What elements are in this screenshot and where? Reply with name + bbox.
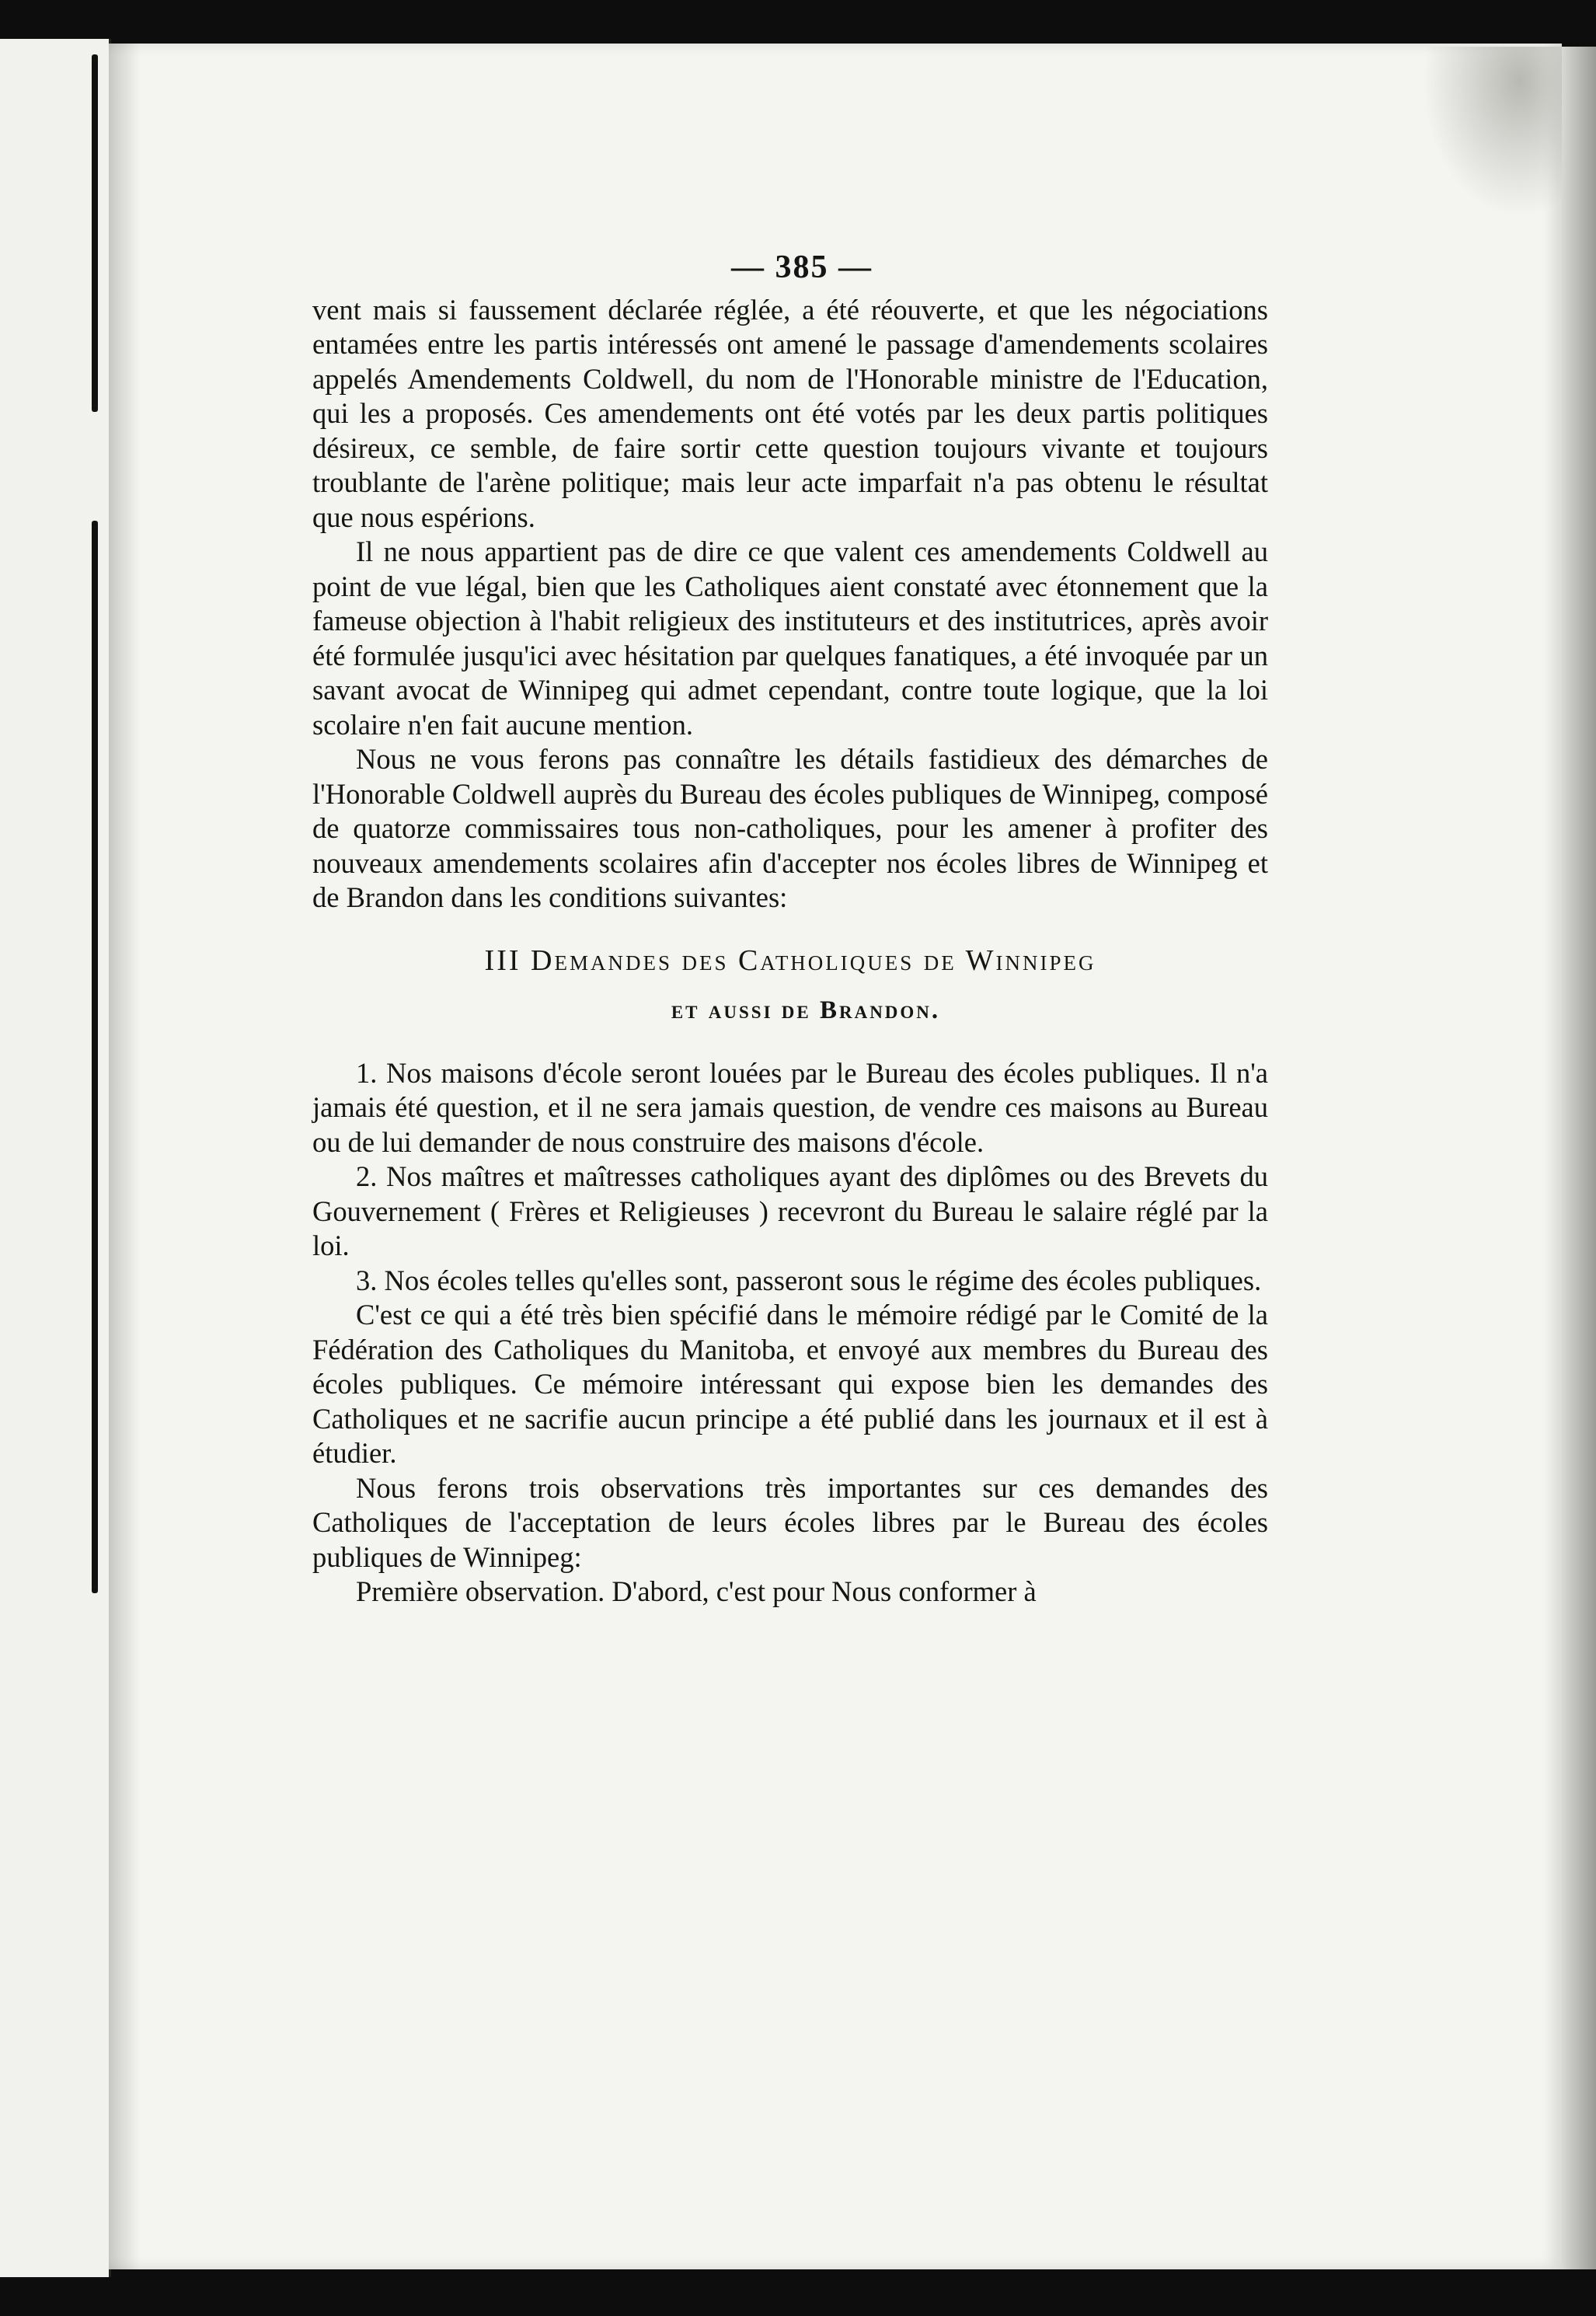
list-item: 3. Nos écoles telles qu'elles sont, passeront sous le régime des écoles publiques. [356, 1264, 1262, 1296]
page-right-edge [1562, 47, 1596, 2269]
paragraph: Nous ne vous ferons pas connaître les détails fastidieux des démarches de l'Honorable Coldwell auprès du Bureau des écoles publiques de Winnipeg, composé de quatorze commissaires tous non-catholiques, pour les amener à profiter des nouveaux amendements scolaires afin d'accepter nos écoles libres de Winnipeg et de Brandon dans les conditions suivantes: [312, 743, 1268, 913]
previous-page-edge [0, 39, 111, 2277]
section-subheading: et aussi de Brandon. [671, 996, 941, 1024]
list-item: 2. Nos maîtres et maîtresses catholiques ayant des diplômes ou des Brevets du Gouvernement ( Frères et Religieuses ) recevront du Bureau le salaire réglé par la loi. [312, 1160, 1268, 1261]
page-stain [1422, 47, 1562, 218]
paragraph: Nous ferons trois observations très importantes sur ces demandes des Catholiques de l'acceptation de leurs écoles libres par le Bureau des écoles publiques de Winnipeg: [312, 1471, 1268, 1573]
section-heading: III Demandes des Catholiques de Winnipeg [484, 943, 1096, 977]
page-number: — 385 — [731, 249, 873, 285]
binding-mark [92, 521, 98, 1593]
binding-shadow [109, 44, 140, 2269]
paragraph: Il ne nous appartient pas de dire ce que valent ces amendements Coldwell au point de vue légal, bien que les Catholiques aient constaté avec étonnement que la fameuse objection à l'habit religieux des instituteurs et des institutrices, après avoir été formulée jusqu'ici avec hésitation par quelques fanatiques, a été invoquée par un savant avocat de Winnipeg qui admet cependant, contre toute logique, que la loi scolaire n'en fait aucune mention. [312, 535, 1268, 741]
paragraph: Première observation. D'abord, c'est pour Nous conformer à [356, 1575, 1037, 1607]
binding-mark [92, 54, 98, 412]
paragraph: C'est ce qui a été très bien spécifié dans le mémoire rédigé par le Comité de la Fédération des Catholiques du Manitoba, et envoyé aux membres du Bureau des écoles publiques. Ce mémoire intéressant qui expose bien les demandes des Catholiques et ne sacrifie aucun principe a été publié dans les journaux et il est à étudier. [312, 1299, 1268, 1469]
list-item: 1. Nos maisons d'école seront louées par le Bureau des écoles publiques. Il n'a jamais été question, et il ne sera jamais question, de vendre ces maisons au Bureau ou de lui demander de nous construire des maisons d'école. [312, 1056, 1268, 1158]
paragraph: vent mais si faussement déclarée réglée, a été réouverte, et que les négociations entamées entre les partis intéressés ont amené le passage d'amendements scolaires appelés Amendements Coldwell, du nom de l'Honorable ministre de l'Education, qui les a proposés. Ces amendements ont été votés par les deux partis politiques désireux, ce semble, de faire sortir cette question toujours vivante et toujours troublante de l'arène politique; mais leur acte imparfait n'a pas obtenu le résultat que nous espérions. [312, 293, 1268, 533]
page-text [312, 250, 1268, 1610]
